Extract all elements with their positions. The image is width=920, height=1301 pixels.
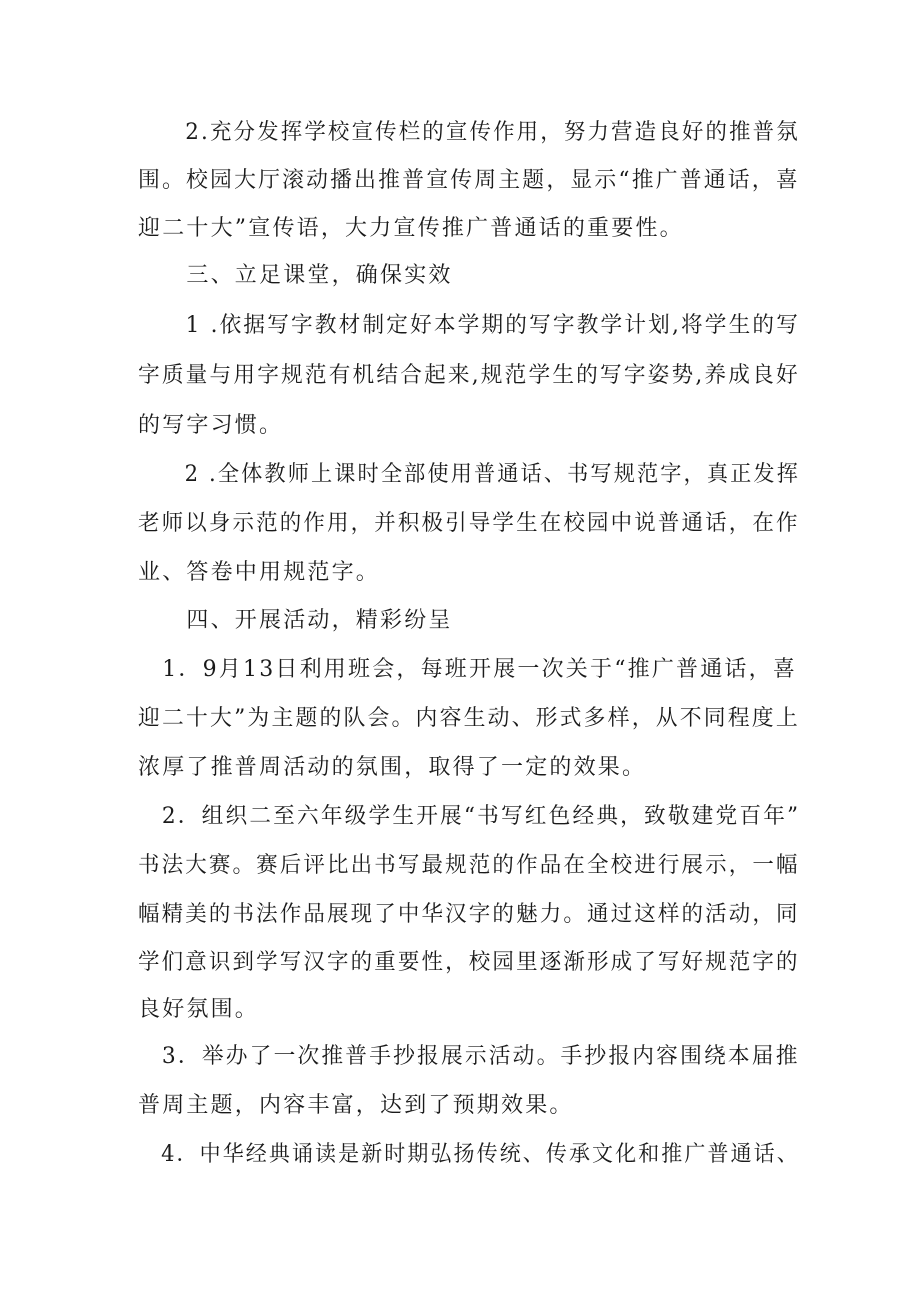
section-heading: 四、开展活动，精彩纷呈 (138, 608, 453, 633)
text-line: 2．组织二至六年级学生开展“书写红色经典，致敬建党百年” (138, 804, 801, 829)
text-line: 老师以身示范的作用，并积极引导学生在校园中说普通话，在作 (138, 511, 800, 536)
text-line: 普周主题，内容丰富，达到了预期效果。 (138, 1093, 574, 1118)
text-line: 4．中华经典诵读是新时期弘扬传统、传承文化和推广普通话、 (138, 1142, 800, 1167)
text-line: 1．9月13日利用班会，每班开展一次关于“推广普通话，喜 (138, 657, 798, 682)
text-line: 字质量与用字规范有机结合起来,规范学生的写字姿势,养成良好 (138, 363, 800, 388)
text-line: 学们意识到学写汉字的重要性，校园里逐渐形成了写好规范字的 (138, 950, 800, 975)
text-line: 围。校园大厅滚动播出推普宣传周主题，显示“推广普通话，喜 (138, 168, 800, 193)
text-line: 2 .全体教师上课时全部使用普通话、书写规范字，真正发挥 (138, 462, 800, 487)
text-line: 迎二十大”为主题的队会。内容生动、形式多样，从不同程度上 (138, 706, 800, 731)
section-heading: 三、立足课堂，确保实效 (138, 263, 453, 288)
text-line: 浓厚了推普周活动的氛围，取得了一定的效果。 (138, 755, 647, 780)
text-line: 的写字习惯。 (138, 413, 284, 438)
text-line: 1 .依据写字教材制定好本学期的写字教学计划,将学生的写 (138, 313, 801, 338)
text-line: 迎二十大”宣传语，大力宣传推广普通话的重要性。 (138, 216, 684, 241)
text-line: 书法大赛。赛后评比出书写最规范的作品在全校进行展示，一幅 (138, 853, 800, 878)
text-line: 3．举办了一次推普手抄报展示活动。手抄报内容围绕本届推 (138, 1044, 800, 1069)
text-line: 业、答卷中用规范字。 (138, 560, 381, 585)
text-line: 幅精美的书法作品展现了中华汉字的魅力。通过这样的活动，同 (138, 902, 800, 927)
text-line: 2.充分发挥学校宣传栏的宣传作用，努力营造良好的推普氛 (138, 120, 800, 145)
text-line: 良好氛围。 (138, 997, 260, 1022)
